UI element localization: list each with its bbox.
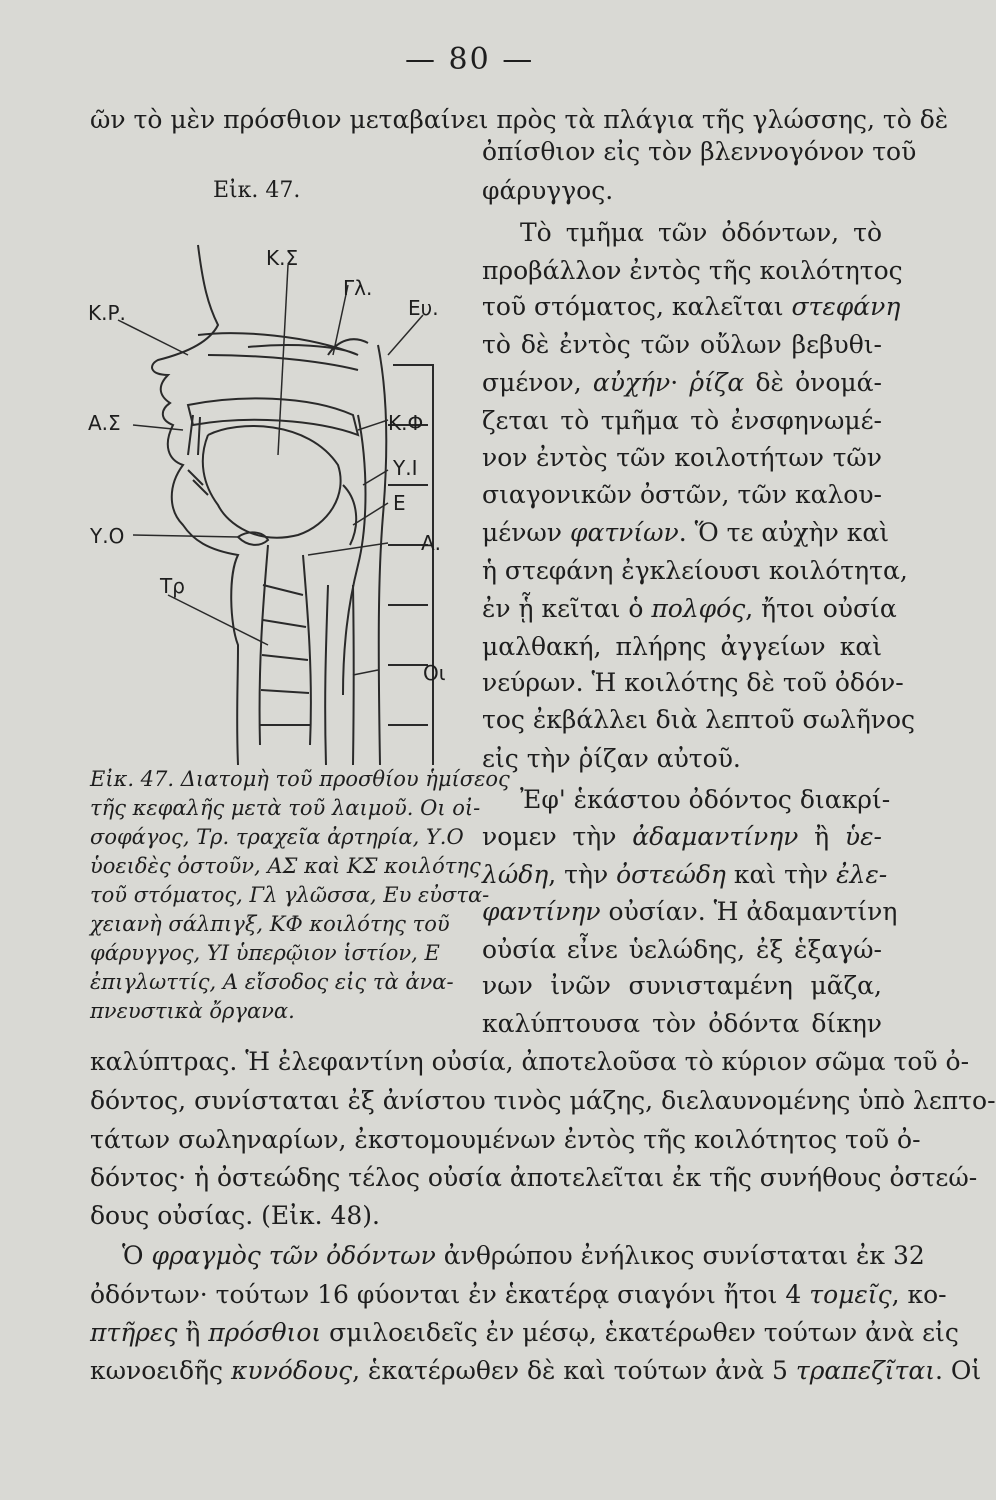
italic-term: πολφός (651, 594, 746, 623)
text-span: ἢ (185, 1318, 201, 1347)
figure-caption (90, 765, 510, 1026)
italic-term: λώδη (482, 860, 549, 889)
italic-term: φραγμὸς τῶν ὀδόντων (151, 1241, 436, 1270)
text-span: μένων (482, 518, 562, 547)
italic-term: φαντίνην (482, 897, 601, 926)
text-span: , τὴν (548, 860, 609, 889)
text-line: Τὸ τμῆμα τῶν ὀδόντων, τὸ (520, 218, 882, 247)
caption-line: χειανὴ σάλπιγξ, ΚΦ κοιλότης τοῦ (90, 912, 450, 936)
caption-line: ὑοειδὲς ὀστοῦν, ΑΣ καὶ ΚΣ κοιλότης (90, 854, 481, 878)
text-line: νων ἰνῶν συνισταμένη μᾶζα, (482, 971, 882, 1000)
text-line: ἡ στεφάνη ἐγκλείουσι κοιλότητα, (482, 556, 908, 585)
text-line: νεύρων. Ἡ κοιλότης δὲ τοῦ ὀδόν- (482, 668, 904, 697)
text-line (482, 292, 901, 322)
label-kr: Κ.Ρ. (88, 301, 126, 325)
text-line (482, 897, 898, 927)
text-line (482, 518, 890, 548)
text-span: ἐν ᾗ κεῖται ὁ (482, 594, 644, 623)
label-gl: Γλ. (343, 276, 373, 300)
text-line: προβάλλον ἐντὸς τῆς κοιλότητος (482, 256, 903, 285)
text-line (482, 822, 882, 852)
label-tr: Τρ (160, 574, 185, 598)
text-line: ῶν τὸ μὲν πρόσθιον μεταβαίνει πρὸς τὰ πλάγια τῆς γλώσσης, τὸ δὲ (90, 105, 949, 134)
text-span: . Οἱ (935, 1356, 982, 1385)
italic-term: τραπεζῖται (795, 1356, 935, 1385)
caption-line: φάρυγγος, ΥΙ ὑπερῷιον ἱστίον, Ε (90, 941, 440, 965)
text-line: ζεται τὸ τμῆμα τὸ ἐνσφηνωμέ- (482, 406, 882, 435)
text-line: καλύπτουσα τὸν ὀδόντα δίκην (482, 1009, 882, 1038)
italic-term: στεφάνη (791, 292, 901, 321)
figure-labels (88, 246, 446, 685)
text-line: φάρυγγος. (482, 176, 614, 205)
caption-line: τοῦ στόματος, Γλ γλῶσσα, Ευ εὐστα- (90, 883, 490, 907)
italic-term: ἐλε- (836, 860, 888, 889)
italic-term: αὐχήν (592, 368, 671, 397)
italic-term: κυνόδους (231, 1356, 353, 1385)
text-line (90, 1280, 947, 1310)
text-line (482, 860, 888, 890)
label-leader-lines (118, 265, 423, 675)
italic-term: ἀδαμαντίνην (632, 822, 799, 851)
text-line: δους οὐσίας. (Εἰκ. 48). (90, 1201, 380, 1230)
text-line (90, 1318, 959, 1348)
label-yi: Υ.Ι (393, 456, 418, 480)
caption-line: πνευστικὰ ὄργανα. (90, 999, 295, 1023)
label-yo: Υ.Ο (90, 524, 125, 548)
italic-term: τομεῖς (809, 1280, 892, 1309)
text-line (122, 1241, 925, 1271)
text-line: τάτων σωληναρίων, ἐκστομουμένων ἐντὸς τῆς κοιλότητος τοῦ ὀ- (90, 1125, 921, 1154)
text-line: δόντος· ἡ ὀστεώδης τέλος οὐσία ἀποτελεῖται ἐκ τῆς συνήθους ὀστεώ- (90, 1163, 978, 1192)
label-kf: Κ.Φ (388, 411, 424, 435)
italic-term: ὑε- (844, 822, 882, 851)
text-line (482, 594, 897, 624)
text-span: κωνοειδῆς (90, 1356, 224, 1385)
text-span: , κο- (891, 1280, 947, 1309)
label-as: Α.Σ (88, 411, 121, 435)
text-span: νομεν τὴν (482, 822, 617, 851)
italic-term: πτῆρες (90, 1318, 178, 1347)
caption-line: ἐπιγλωττίς, Α εἴσοδος εἰς τὰ ἀνα- (90, 970, 454, 994)
label-e: Ε (393, 491, 406, 515)
italic-term: ῥίζα (689, 368, 745, 397)
label-eu: Ευ. (408, 296, 439, 320)
text-line: σιαγονικῶν ὀστῶν, τῶν καλου- (482, 480, 882, 509)
text-line (90, 1356, 982, 1386)
head-section-drawing (152, 245, 433, 765)
anatomy-figure (88, 225, 468, 770)
text-span: ἀνθρώπου ἐνήλικος συνίσταται ἐκ 32 (443, 1241, 925, 1270)
text-line: δόντος, συνίσταται ἐξ ἀνίστου τινὸς μάζης, διελαυνομένης ὑπὸ λεπτο- (90, 1086, 996, 1115)
text-line: τος ἐκβάλλει διὰ λεπτοῦ σωλῆνος (482, 705, 916, 734)
figure-title: Εἰκ. 47. (213, 178, 301, 203)
label-a: Α. (421, 531, 442, 555)
italic-term: ὀστεώδη (616, 860, 726, 889)
text-span: , ἤτοι οὐσία (745, 594, 897, 623)
text-span: καὶ τὴν (733, 860, 829, 889)
text-span: , ἑκατέρωθεν δὲ καὶ τούτων ἀνὰ 5 (352, 1356, 788, 1385)
caption-line: Εἰκ. 47. Διατομὴ τοῦ προσθίου ἡμίσεος (90, 767, 510, 791)
text-span: οὐσίαν. Ἡ ἀδαμαντίνη (608, 897, 898, 926)
text-span: δὲ ὀνομά- (755, 368, 882, 397)
text-line: νον ἐντὸς τῶν κοιλοτήτων τῶν (482, 443, 882, 472)
text-line: ὀπίσθιον εἰς τὸν βλεννογόνον τοῦ (482, 137, 917, 166)
text-line: οὐσία εἶνε ὑελώδης, ἐξ ἑξαγώ- (482, 935, 882, 964)
text-span: τοῦ στόματος, καλεῖται (482, 292, 784, 321)
text-line: Ἐφ' ἑκάστου ὀδόντος διακρί- (520, 785, 891, 814)
italic-term: φατνίων (569, 518, 679, 547)
text-span: . Ὅ τε αὐχὴν καὶ (678, 518, 890, 547)
text-span: ἢ (814, 822, 830, 851)
text-line: καλύπτρας. Ἡ ἐλεφαντίνη οὐσία, ἀποτελοῦσα τὸ κύριον σῶμα τοῦ ὀ- (90, 1047, 970, 1076)
caption-line: τῆς κεφαλῆς μετὰ τοῦ λαιμοῦ. Οι οἰ- (90, 796, 481, 820)
text-span: Ὁ (122, 1241, 144, 1270)
text-line: εἰς τὴν ῥίζαν αὐτοῦ. (482, 744, 741, 773)
text-span: σμιλοειδεῖς ἐν μέσῳ, ἑκατέρωθεν τούτων ἀνὰ εἰς (329, 1318, 959, 1347)
label-ks: Κ.Σ (266, 246, 299, 270)
italic-term: πρόσθιοι (208, 1318, 322, 1347)
page-number: — 80 — (405, 42, 535, 77)
text-span: ὀδόντων· τούτων 16 φύονται ἐν ἑκατέρᾳ σιαγόνι ἤτοι 4 (90, 1280, 802, 1309)
text-span: σμένον, (482, 368, 582, 397)
label-oi: Οι (423, 661, 446, 685)
text-line: σμένον, αὐχήν· ῥίζα δὲ ὀνομά- (482, 368, 882, 397)
text-line: μαλθακή, πλήρης ἀγγείων καὶ (482, 632, 882, 661)
caption-line: σοφάγος, Τρ. τραχεῖα ἀρτηρία, Υ.Ο (90, 825, 464, 849)
text-line: τὸ δὲ ἐντὸς τῶν οὔλων βεβυθι- (482, 330, 882, 359)
